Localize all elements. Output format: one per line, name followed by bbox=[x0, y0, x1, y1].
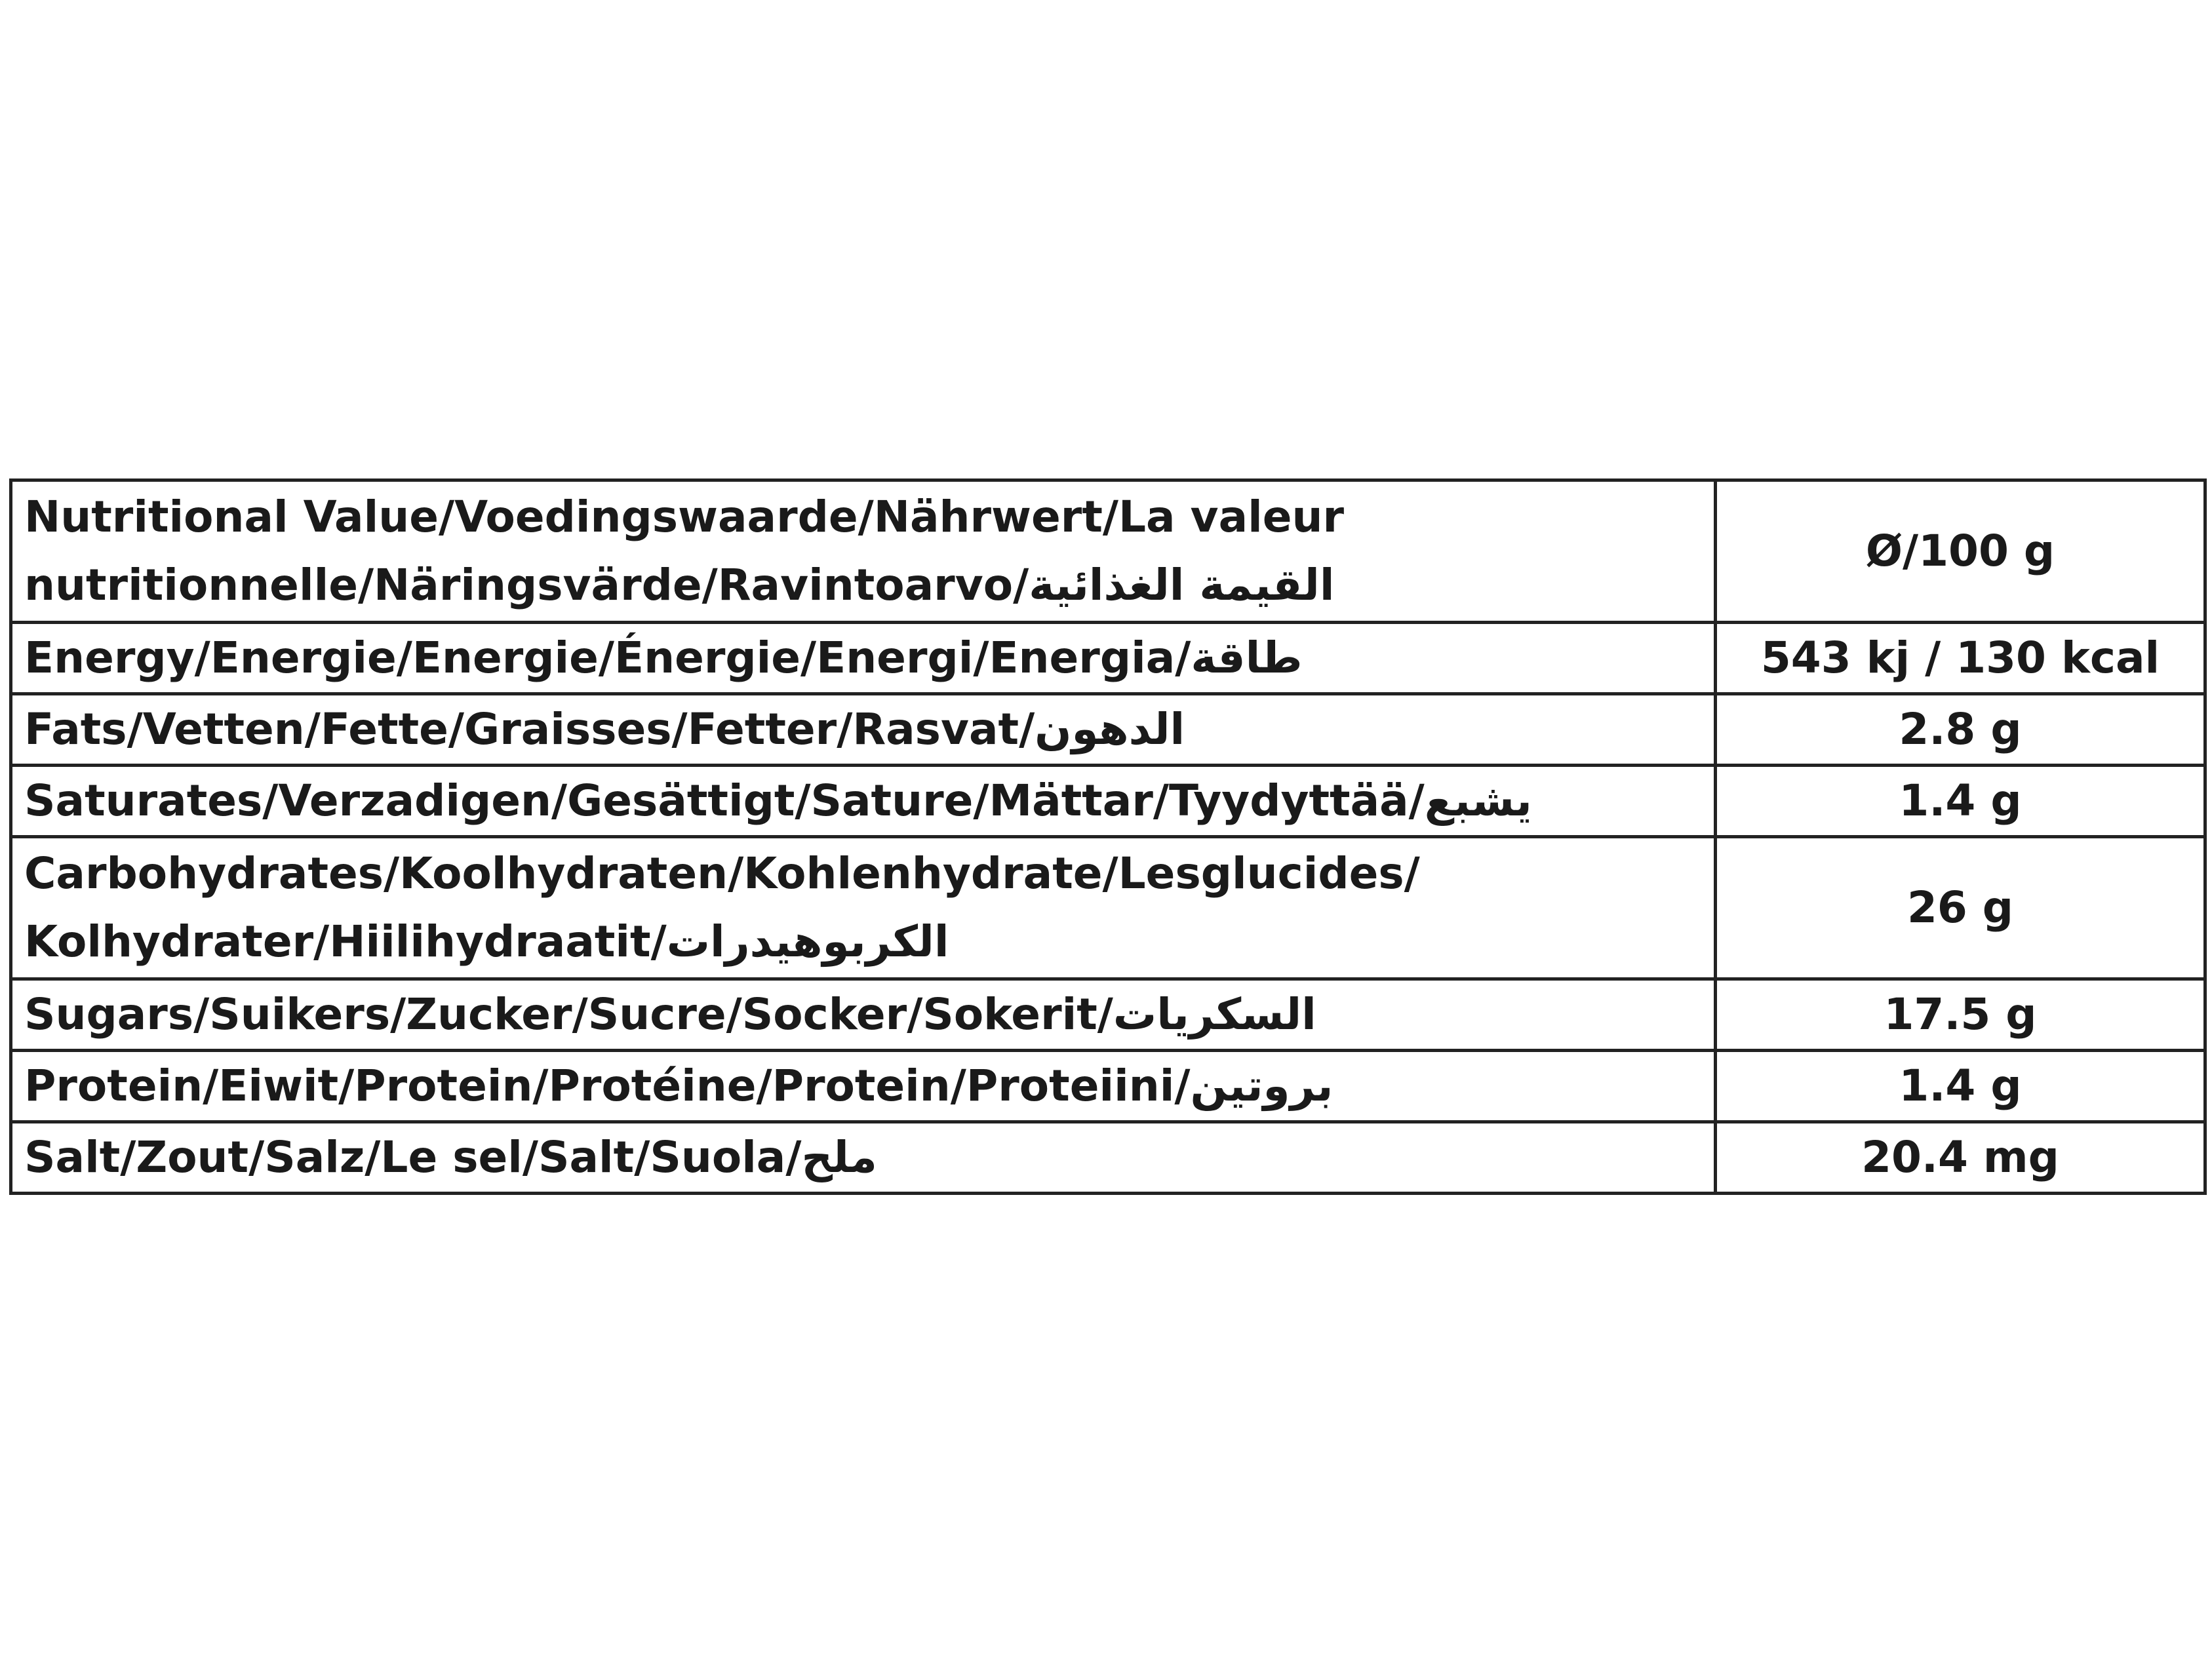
table-row-energy bbox=[11, 623, 2205, 694]
nutrient-label: Protein/Eiwit/Protein/Protéine/Protein/Proteiini/بروتين bbox=[11, 1051, 1716, 1122]
header-value: Ø/100 g bbox=[1716, 480, 2205, 623]
nutrient-value: 1.4 g bbox=[1716, 766, 2205, 837]
nutrient-label: Sugars/Suikers/Zucker/Sucre/Socker/Sokerit/السكريات bbox=[11, 979, 1716, 1051]
nutrient-value: 2.8 g bbox=[1716, 694, 2205, 766]
table-header-row bbox=[11, 480, 2205, 623]
table-row-protein bbox=[11, 1051, 2205, 1122]
table-row-salt bbox=[11, 1122, 2205, 1194]
nutrient-label: Salt/Zout/Salz/Le sel/Salt/Suola/ملح bbox=[11, 1122, 1716, 1194]
nutrition-table bbox=[9, 478, 2207, 1195]
nutrient-value: 26 g bbox=[1716, 837, 2205, 979]
nutrient-label: Energy/Energie/Energie/Énergie/Energi/Energia/طاقة bbox=[11, 623, 1716, 694]
table-row-fats bbox=[11, 694, 2205, 766]
nutrient-label: Saturates/Verzadigen/Gesättigt/Sature/Mättar/Tyydyttää/يشبع bbox=[11, 766, 1716, 837]
nutrient-value: 1.4 g bbox=[1716, 1051, 2205, 1122]
table-row-carbohydrates bbox=[11, 837, 2205, 979]
table-row-sugars bbox=[11, 979, 2205, 1051]
nutrient-label: Fats/Vetten/Fette/Graisses/Fetter/Rasvat/الدهون bbox=[11, 694, 1716, 766]
nutrient-label: Carbohydrates/Koolhydraten/Kohlenhydrate/Lesglucides/ Kolhydrater/Hiilihydraatit/الكربوهيدرات bbox=[11, 837, 1716, 979]
nutrient-value: 20.4 mg bbox=[1716, 1122, 2205, 1194]
nutrient-value: 543 kj / 130 kcal bbox=[1716, 623, 2205, 694]
nutrient-value: 17.5 g bbox=[1716, 979, 2205, 1051]
header-label: Nutritional Value/Voedingswaarde/Nährwert/La valeur nutritionnelle/Näringsvärde/Ravintoarvo/القيمة الغذائية bbox=[11, 480, 1716, 623]
table-row-saturates bbox=[11, 766, 2205, 837]
